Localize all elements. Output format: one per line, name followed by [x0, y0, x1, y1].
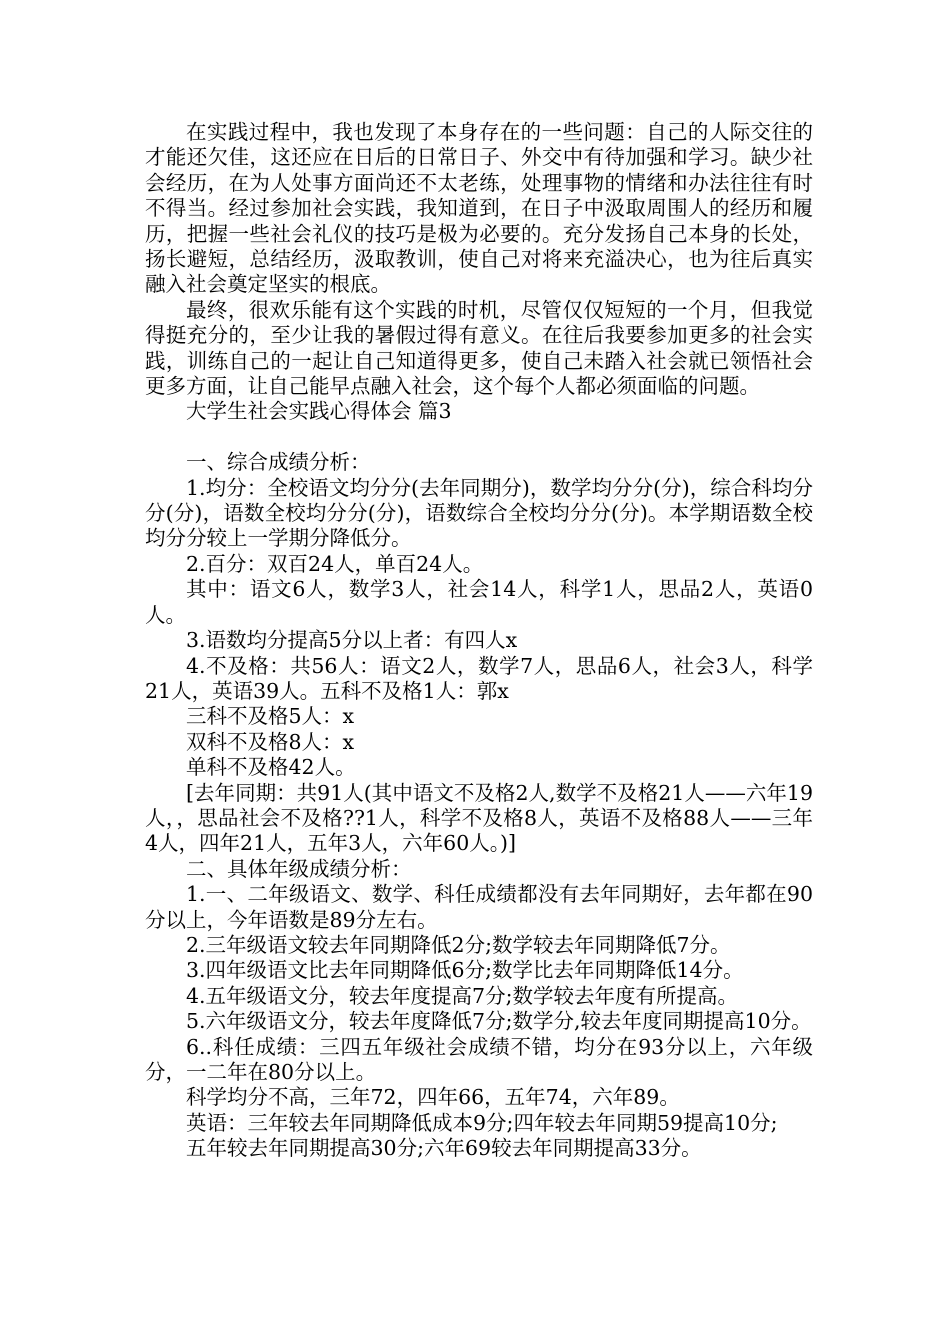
- paragraph-grade-4: 3.四年级语文比去年同期降低6分;数学比去年同期降低14分。: [186, 958, 744, 983]
- paragraph-improved-students: 3.语数均分提高5分以上者：有四人x: [186, 628, 518, 653]
- paragraph-two-subject-failures: 双科不及格8人：x: [186, 729, 355, 754]
- subheading-grade-analysis: 二、具体年级成绩分析：: [186, 856, 412, 881]
- paragraph-grade-6: 5.六年级语文分，较去年度降低7分;数学分,较去年度同期提高10分。: [186, 1009, 812, 1034]
- paragraph-conclusion: 最终，很欢乐能有这个实践的时机，尽管仅仅短短的一个月，但我觉得挺充分的，至少让我的暑假过得有意义。在往后我要参加更多的社会实践，训练自己的一起让自己知道得更多，使自己未踏入社会就已领悟社会更多方面，让自己能早点融入社会，这个每个人都必须面临的问题。: [145, 297, 813, 399]
- paragraph-failures: 4.不及格：共56人：语文2人，数学7人，思品6人，社会3人，科学21人，英语39人。五科不及格1人：郭x: [145, 653, 813, 703]
- section-heading: 大学生社会实践心得体会 篇3: [186, 399, 452, 424]
- paragraph-grade-5: 4.五年级语文分，较去年度提高7分;数学较去年度有所提高。: [186, 983, 739, 1008]
- paragraph-grade-1-2: 1.一、二年级语文、数学、科任成绩都没有去年同期好，去年都在90分以上，今年语数是89分左右。: [145, 882, 813, 932]
- paragraph-english-scores-continued: 五年较去年同期提高30分;六年69较去年同期提高33分。: [186, 1136, 702, 1161]
- paragraph-three-subject-failures: 三科不及格5人：x: [186, 704, 355, 729]
- paragraph-reflection: 在实践过程中，我也发现了本身存在的一些问题：自己的人际交往的才能还欠佳，这还应在日后的日常日子、外交中有待加强和学习。缺少社会经历，在为人处事方面尚还不太老练，处理事物的情绪和办法往往有时不得当。经过参加社会实践，我知道到，在日子中汲取周围人的经历和履历，把握一些社会礼仪的技巧是极为必要的。充分发扬自己本身的长处，扬长避短，总结经历，汲取教训，使自己对将来充溢决心，也为往后真实融入社会奠定坚实的根底。: [145, 120, 813, 297]
- blank-line: [145, 425, 813, 450]
- paragraph-average-scores: 1.均分：全校语文均分分(去年同期分)，数学均分分(分)，综合科均分分(分)，语数全校均分分(分)，语数综合全校均分分(分)。本学期语数全校均分分较上一学期分降低分。: [145, 475, 813, 551]
- paragraph-grade-3: 2.三年级语文较去年同期降低2分;数学较去年同期降低7分。: [186, 932, 731, 957]
- paragraph-single-subject-failures: 单科不及格42人。: [186, 755, 356, 780]
- paragraph-full-marks: 2.百分：双百24人，单百24人。: [186, 551, 484, 576]
- subheading-overall-analysis: 一、综合成绩分析：: [186, 450, 371, 475]
- document-body: [145, 120, 813, 1162]
- paragraph-last-year-comparison: [去年同期：共91人(其中语文不及格2人,数学不及格21人——六年19人，，思品社会不及格??1人，科学不及格8人，英语不及格88人——三年4人，四年21人，五年3人，六年60人。)]: [145, 780, 813, 856]
- paragraph-science-scores: 科学均分不高，三年72，四年66，五年74，六年89。: [186, 1085, 680, 1110]
- paragraph-english-scores: 英语：三年较去年同期降低成本9分;四年较去年同期59提高10分;: [186, 1110, 778, 1135]
- paragraph-full-marks-detail: 其中：语文6人，数学3人，社会14人，科学1人，思品2人，英语0人。: [145, 577, 813, 627]
- paragraph-elective-scores: 6..科任成绩：三四五年级社会成绩不错，均分在93分以上，六年级分，一二年在80分以上。: [145, 1034, 813, 1085]
